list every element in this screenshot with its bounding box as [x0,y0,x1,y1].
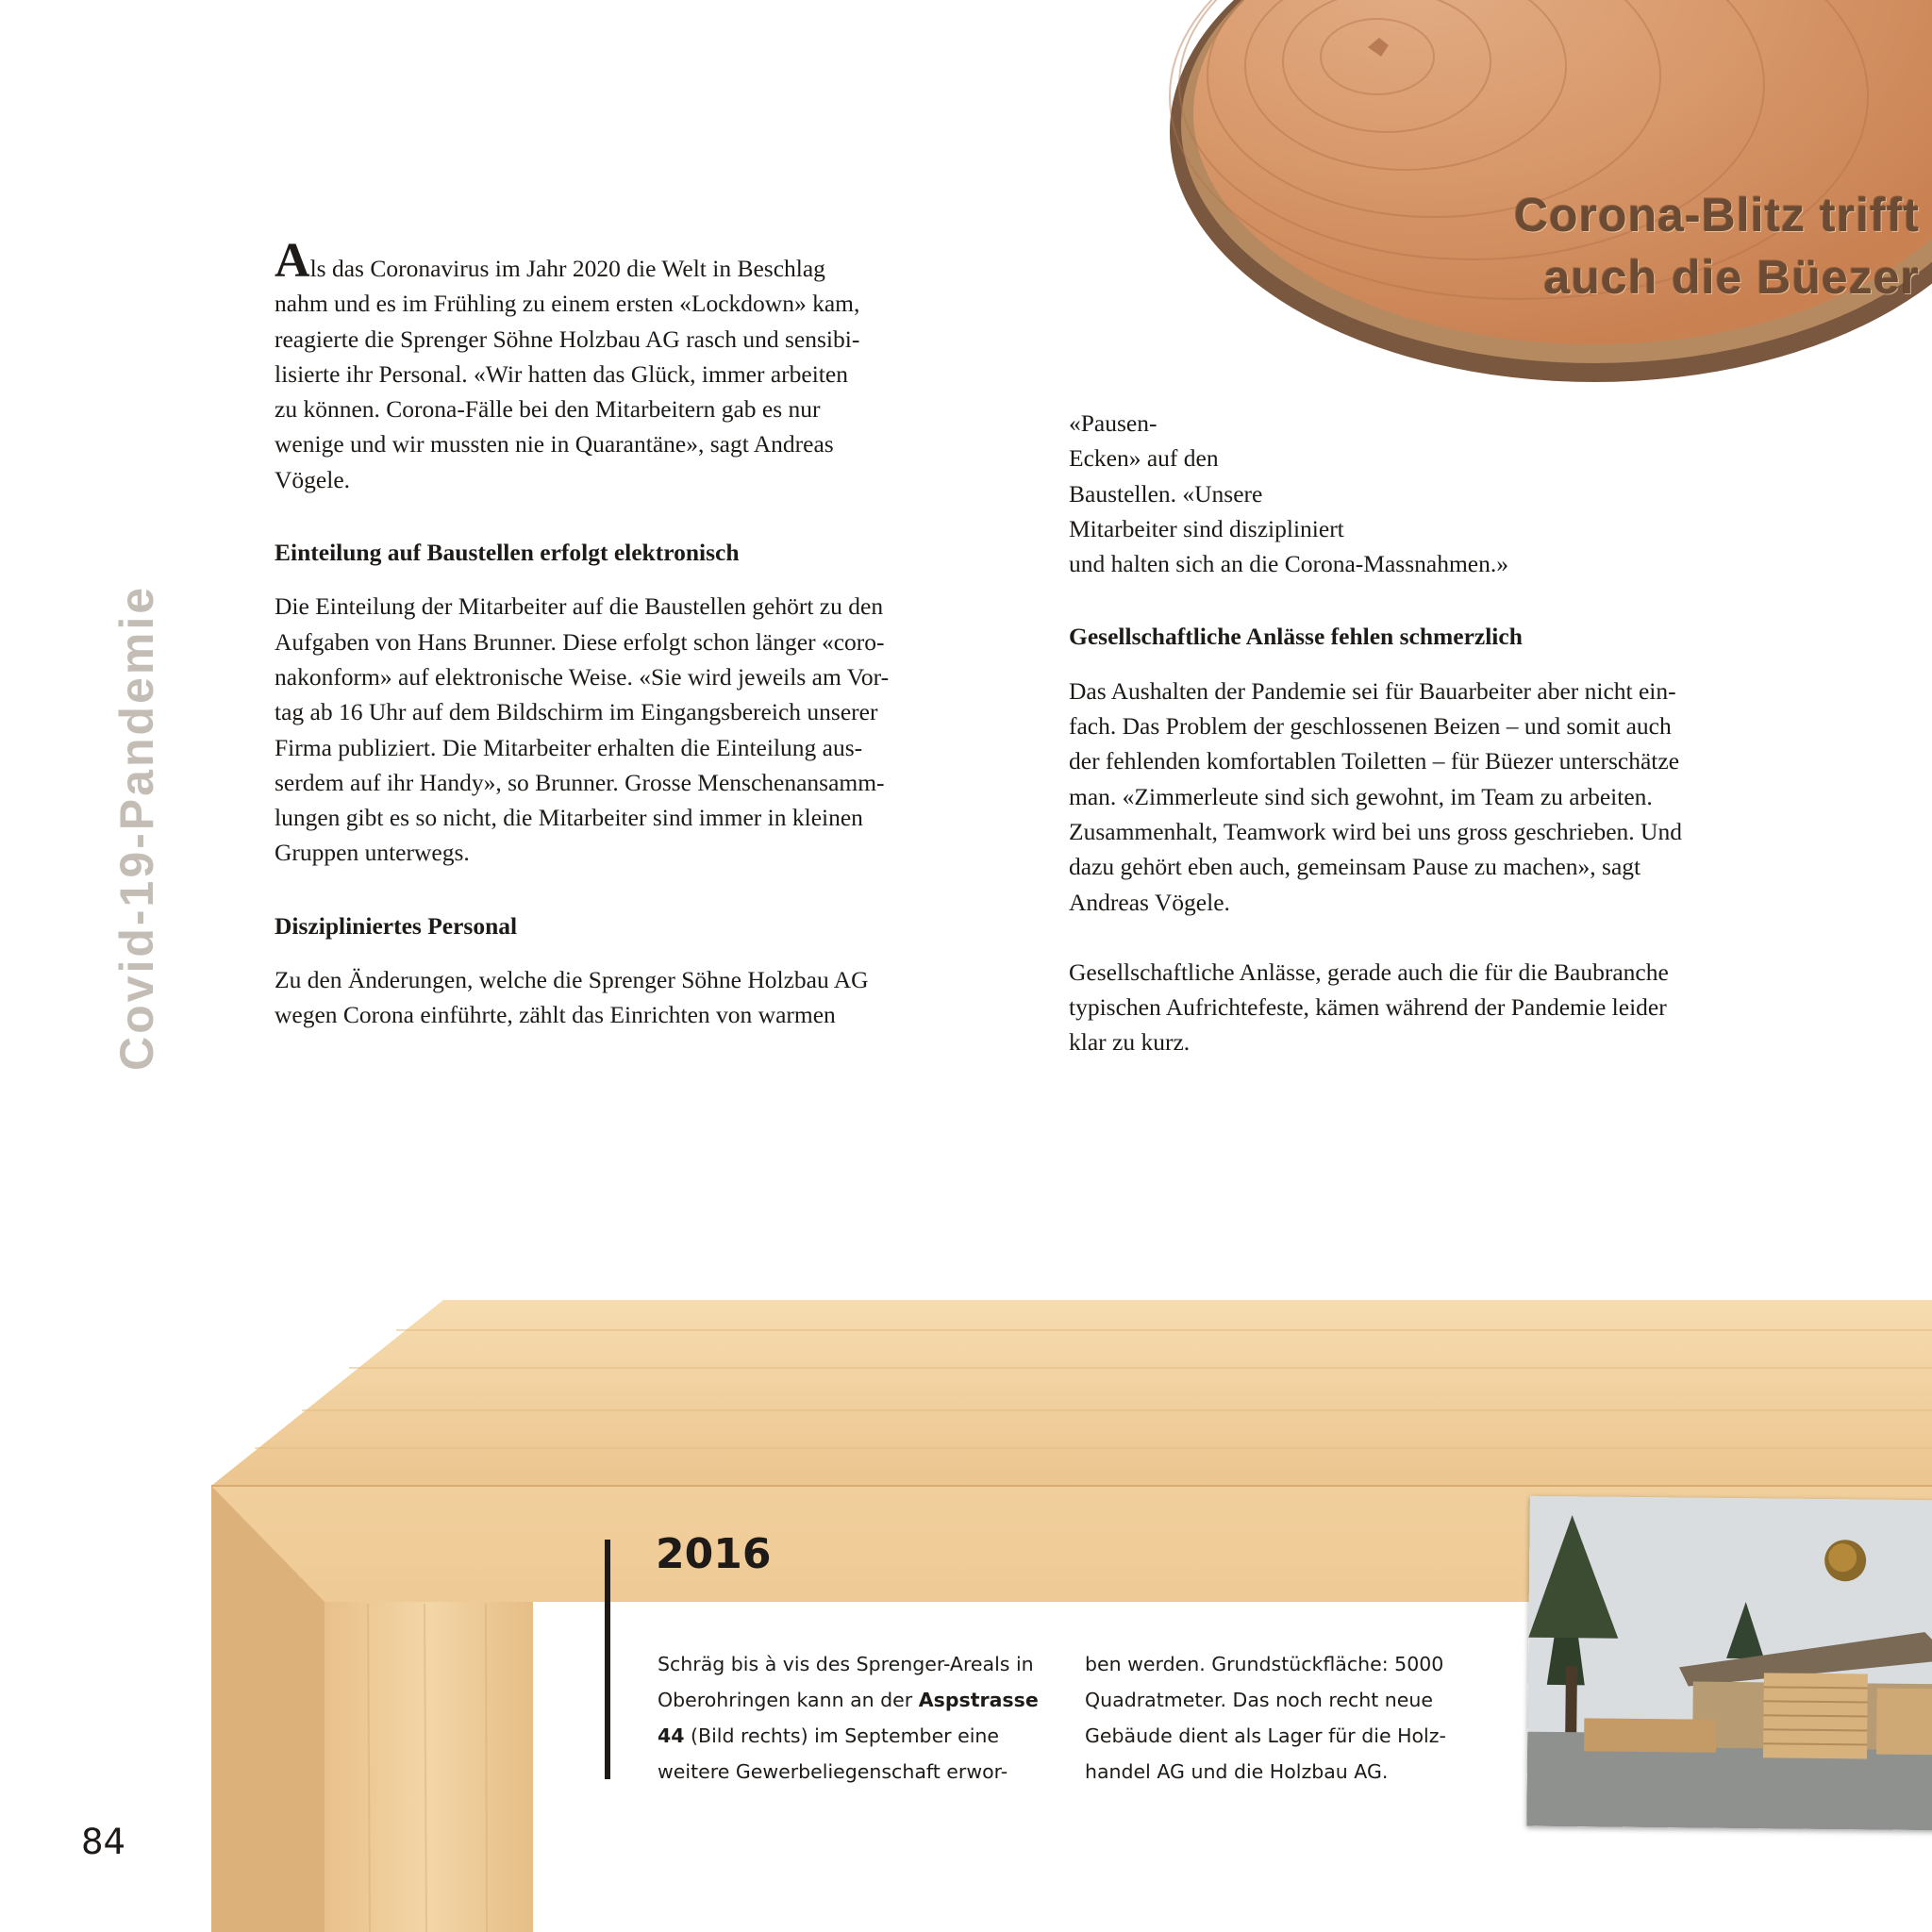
section-title [1226,184,1920,308]
text-line: Zusammenhalt, Teamwork wird bei uns gross geschrieben. Und [1069,817,1682,845]
text-line: Andreas Vögele. [1069,888,1230,916]
text-line: man. «Zimmerleute sind sich gewohnt, im Team zu arbeiten. [1069,782,1653,810]
text-line: Zu den Änderungen, welche die Sprenger Söhne Holzbau AG [275,966,869,994]
text-line: weitere Gewerbeliegenschaft erwor- [658,1760,1008,1783]
text-line: ls das Coronavirus im Jahr 2020 die Welt in Beschlag [309,255,825,282]
body-paragraph [1069,955,1748,1060]
text-line: klar zu kurz. [1069,1028,1191,1057]
text-line: Baustellen. «Unsere [1069,479,1263,508]
drop-cap: A [275,234,310,288]
text-line: Die Einteilung der Mitarbeiter auf die Baustellen gehört zu den [275,592,884,621]
text-line: Oberohringen kann an der [658,1689,919,1711]
text-line: handel AG und die Holzbau AG. [1085,1760,1389,1783]
text-line: nahm und es im Frühling zu einem ersten «Lockdown» kam, [275,290,860,318]
text-line: Das Aushalten der Pandemie sei für Bauarbeiter aber nicht ein- [1069,676,1676,705]
text-line: Mitarbeiter sind diszipliniert [1069,514,1344,542]
side-chapter-label: Covid-19-Pandemie [110,584,163,1071]
text-line: tag ab 16 Uhr auf dem Bildschirm im Eingangsbereich unserer [275,698,878,726]
page-number: 84 [81,1822,126,1862]
text-line: Quadratmeter. Das noch recht neue [1085,1689,1434,1711]
text-line: serdem auf ihr Handy», so Brunner. Grosse Menschenansamm- [275,768,885,796]
text-line: wegen Corona einführte, zählt das Einrichten von warmen [275,1001,836,1029]
address-number-bold: 44 [658,1724,685,1747]
timeline-marker [605,1540,610,1779]
body-paragraph [1069,406,1748,581]
timeline-note-right [1085,1646,1491,1790]
section-title-line2: auch die Büezer [1543,251,1920,304]
text-line: Gesellschaftliche Anlässe, gerade auch die für die Baubranche [1069,958,1669,986]
text-line: (Bild rechts) im September eine [684,1724,1000,1747]
timeline-note-left [658,1646,1063,1790]
text-line: Aufgaben von Hans Brunner. Diese erfolgt schon länger «coro- [275,627,885,656]
text-line: zu können. Corona-Fälle bei den Mitarbeitern gab es nur [275,395,821,424]
text-line: ben werden. Grundstückfläche: 5000 [1085,1653,1444,1675]
text-line: der fehlenden komfortablen Toiletten – für Büezer unterschätze [1069,747,1680,775]
text-line: Ecken» auf den [1069,444,1219,473]
address-bold: Aspstrasse [918,1689,1039,1711]
text-line: nakonform» auf elektronische Weise. «Sie wird jeweils am Vor- [275,662,890,691]
text-line: Firma publiziert. Die Mitarbeiter erhalten die Einteilung aus- [275,733,863,761]
subheading: Diszipliniertes Personal [275,911,518,940]
text-line: typischen Aufrichtefeste, kämen während der Pandemie leider [1069,993,1667,1022]
text-line: und halten sich an die Corona-Massnahmen.» [1069,550,1508,578]
body-paragraph [275,962,944,1033]
timeline-year: 2016 [656,1530,772,1578]
text-line: fach. Das Problem der geschlossenen Beizen – und somit auch [1069,712,1672,741]
text-line: lisierte ihr Personal. «Wir hatten das Glück, immer arbeiten [275,359,848,388]
text-line: reagierte die Sprenger Söhne Holzbau AG rasch und sensibi- [275,325,860,353]
text-line: wenige und wir mussten nie in Quarantäne», sagt Andreas [275,430,834,458]
article-column-right [1069,406,1748,1060]
text-line: Gruppen unterwegs. [275,839,470,867]
body-paragraph [1069,674,1748,920]
text-line: Gebäude dient als Lager für die Holz- [1085,1724,1446,1747]
article-column-left [275,234,944,1033]
body-paragraph [275,589,944,870]
text-line: «Pausen- [1069,409,1158,437]
text-line: Vögele. [275,465,351,493]
subheading: Gesellschaftliche Anlässe fehlen schmerzlich [1069,623,1523,651]
text-line: dazu gehört eben auch, gemeinsam Pause zu machen», sagt [1069,853,1641,881]
text-line: Schräg bis à vis des Sprenger-Areals in [658,1653,1034,1675]
section-title-line1: Corona-Blitz trifft [1513,189,1920,242]
warehouse-photo [1526,1496,1932,1831]
text-line: lungen gibt es so nicht, die Mitarbeiter sind immer in kleinen [275,804,863,832]
intro-paragraph [275,234,944,497]
subheading: Einteilung auf Baustellen erfolgt elektronisch [275,539,740,567]
